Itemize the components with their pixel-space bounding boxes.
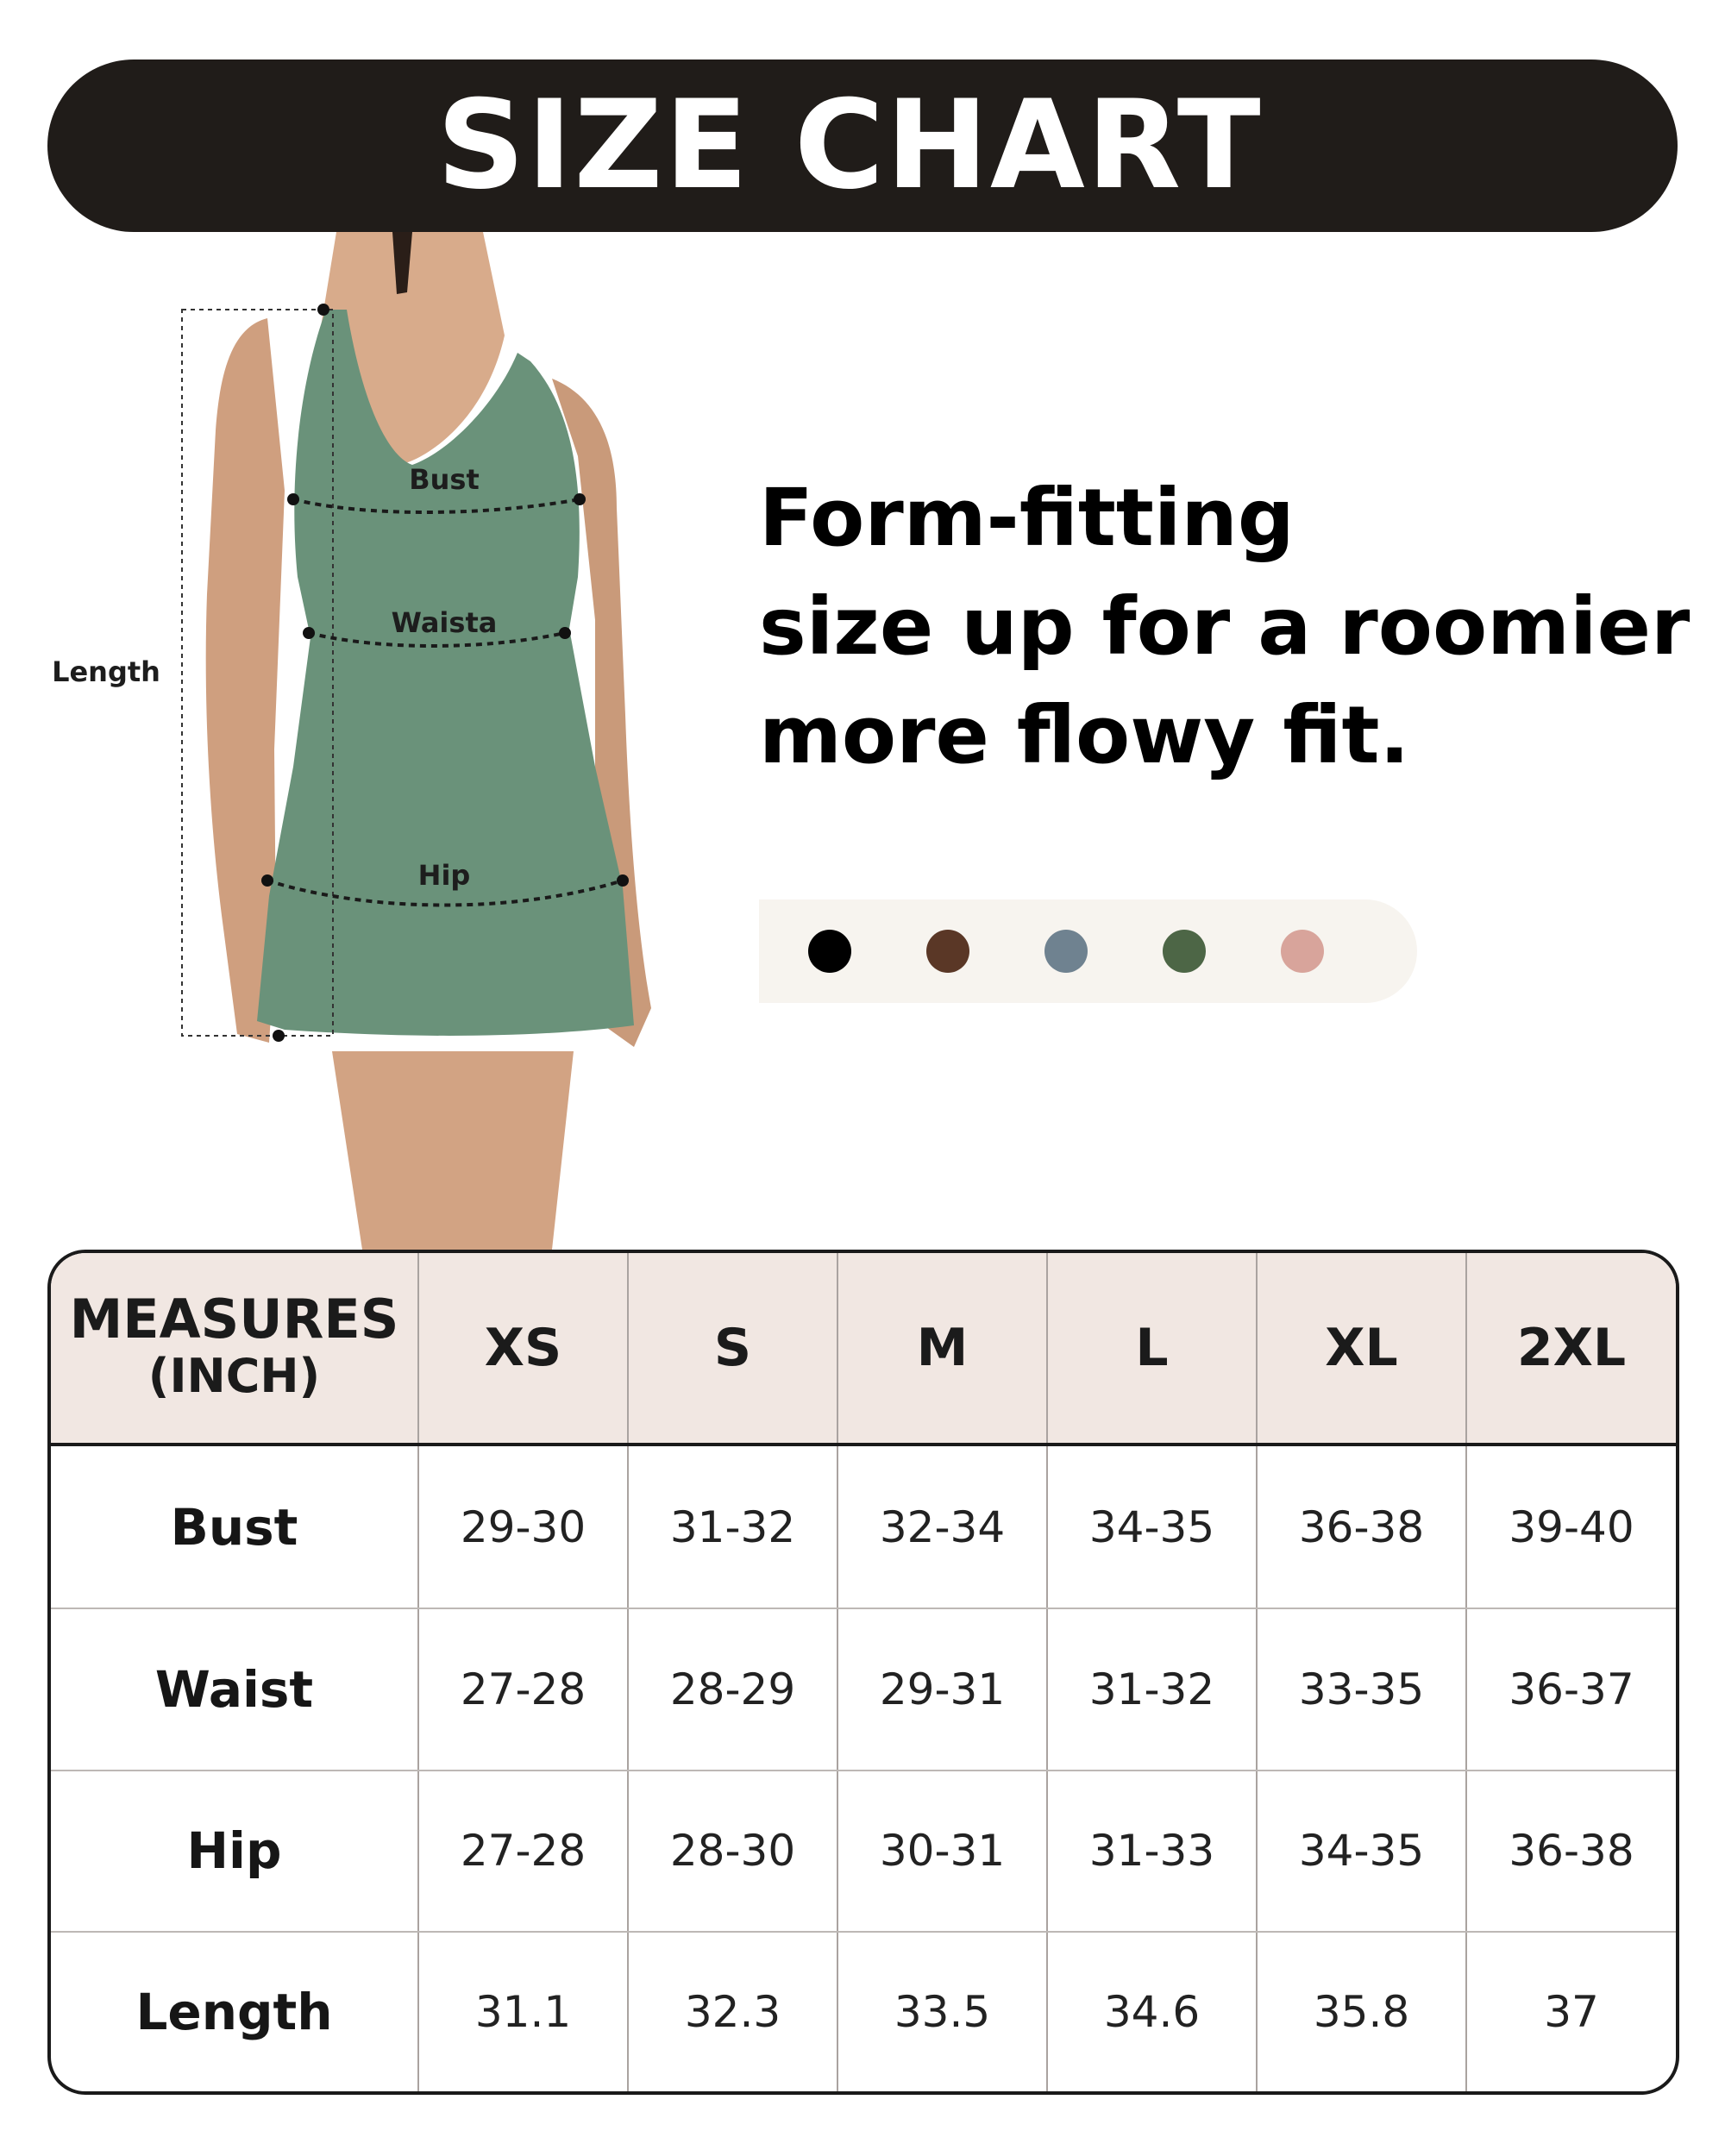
- table-cell: 30-31: [837, 1771, 1047, 1933]
- table-cell: 27-28: [418, 1608, 628, 1771]
- swatch-black[interactable]: [808, 930, 851, 973]
- waist-label: Waista: [391, 606, 498, 639]
- table-row-hip: [51, 1771, 1676, 1933]
- size-header-xl: XL: [1257, 1253, 1466, 1445]
- table-cell: 34-35: [1047, 1445, 1257, 1608]
- table-cell: 28-30: [628, 1771, 837, 1933]
- length-label: Length: [52, 655, 160, 688]
- dress-diagram: [0, 232, 759, 1250]
- size-header-s: S: [628, 1253, 837, 1445]
- table-cell: 29-31: [837, 1608, 1047, 1771]
- swatch-slate-blue[interactable]: [1044, 930, 1088, 973]
- table-cell: 27-28: [418, 1771, 628, 1933]
- table-cell: 39-40: [1466, 1445, 1676, 1608]
- size-header-xs: XS: [418, 1253, 628, 1445]
- table-cell: 35.8: [1257, 1932, 1466, 2091]
- table-cell: 32.3: [628, 1932, 837, 2091]
- measures-label: MEASURES: [69, 1288, 399, 1351]
- table-cell: 37: [1544, 1987, 1599, 2038]
- tagline-line-2: size up for a roomier: [759, 580, 1690, 673]
- table-cell: 34-35: [1257, 1771, 1466, 1933]
- row-label-length: Length: [51, 1932, 418, 2091]
- table-row-bust: [51, 1445, 1676, 1608]
- table-cell: 34.6: [1047, 1932, 1257, 2091]
- unit-label: (INCH): [147, 1349, 321, 1403]
- hip-label: Hip: [417, 859, 471, 892]
- fit-tagline: [759, 464, 1690, 790]
- table-cell: 36-38: [1257, 1445, 1466, 1608]
- size-header-m: M: [837, 1253, 1047, 1445]
- size-table: [47, 1250, 1679, 2095]
- table-cell: 36-37: [1466, 1608, 1676, 1771]
- swatch-olive-green[interactable]: [1163, 930, 1206, 973]
- table-cell: 32-34: [837, 1445, 1047, 1608]
- table-cell: 28-29: [628, 1608, 837, 1771]
- swatch-dusty-pink[interactable]: [1281, 930, 1324, 973]
- page-title: SIZE CHART: [436, 74, 1263, 216]
- table-cell: 31-33: [1047, 1771, 1257, 1933]
- row-label-bust: Bust: [51, 1445, 418, 1608]
- bust-label: Bust: [409, 463, 480, 496]
- table-cell: 33-35: [1257, 1608, 1466, 1771]
- table-cell: 36-38: [1466, 1771, 1676, 1933]
- table-header-row: [51, 1253, 1676, 1445]
- table-row-length: [51, 1932, 1676, 2091]
- title-banner: [47, 60, 1678, 232]
- table-cell: 31-32: [1047, 1608, 1257, 1771]
- model-legs: [332, 1051, 574, 1250]
- row-label-waist: Waist: [51, 1608, 418, 1771]
- size-header-2xl: 2XL: [1466, 1253, 1676, 1445]
- table-cell: 29-30: [418, 1445, 628, 1608]
- tagline-line-3: more flowy fit.: [759, 689, 1410, 781]
- swatch-brown[interactable]: [926, 930, 969, 973]
- tagline-line-1: Form-fitting: [759, 472, 1295, 564]
- measures-header: [51, 1253, 418, 1445]
- row-label-hip: Hip: [51, 1771, 418, 1933]
- table-cell: 33.5: [837, 1932, 1047, 2091]
- color-swatches: [759, 899, 1417, 1003]
- table-cell: 31-32: [628, 1445, 837, 1608]
- size-header-l: L: [1047, 1253, 1257, 1445]
- table-row-waist: [51, 1608, 1676, 1771]
- table-cell: 31.1: [418, 1932, 628, 2091]
